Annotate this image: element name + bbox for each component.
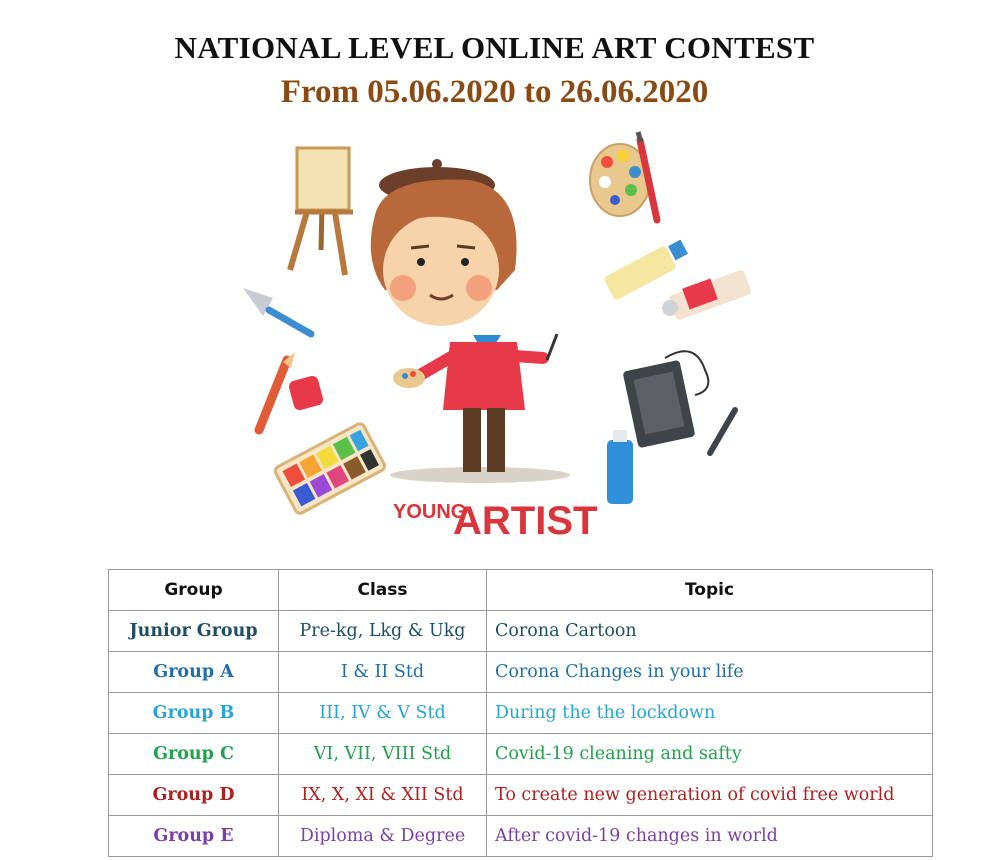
class-cell: IX, X, XI & XII Std [279,775,487,816]
header-class: Class [279,570,487,611]
class-cell: VI, VII, VIII Std [279,734,487,775]
topic-cell: To create new generation of covid free world [487,775,933,816]
group-cell: Junior Group [109,611,279,652]
contest-dates: From 05.06.2020 to 26.06.2020 [280,74,709,110]
class-cell: I & II Std [279,652,487,693]
class-cell: Pre-kg, Lkg & Ukg [279,611,487,652]
caption-artist: ARTIST [453,499,598,543]
drawing-tablet-icon [623,351,735,453]
table-header-row [109,570,933,611]
young-artist-illustration [225,120,785,550]
easel-icon [290,148,353,275]
group-cell: Group E [109,816,279,857]
topic-cell: Covid-19 cleaning and safty [487,734,933,775]
paint-tube-icon [603,240,752,321]
group-cell: Group D [109,775,279,816]
topic-cell: Corona Changes in your life [487,652,933,693]
table-row [109,734,933,775]
child-artist-icon [371,159,570,483]
topic-cell: During the the lockdown [487,693,933,734]
header-topic: Topic [487,570,933,611]
table-row [109,611,933,652]
group-cell: Group A [109,652,279,693]
class-cell: III, IV & V Std [279,693,487,734]
table-row [109,816,933,857]
paint-bottle-icon [607,430,633,504]
table-row [109,775,933,816]
watercolor-box-icon [274,422,387,515]
table-row [109,652,933,693]
caption-young: YOUNG [393,501,467,523]
contest-groups-table [108,569,933,857]
class-cell: Diploma & Degree [279,816,487,857]
palette-knife-icon [243,288,311,334]
table-row [109,693,933,734]
header-group: Group [109,570,279,611]
group-cell: Group C [109,734,279,775]
topic-cell: After covid-19 changes in world [487,816,933,857]
group-cell: Group B [109,693,279,734]
contest-title: NATIONAL LEVEL ONLINE ART CONTEST [174,30,815,65]
paint-palette-icon [590,132,657,220]
topic-cell: Corona Cartoon [487,611,933,652]
pencil-icon [259,352,324,430]
